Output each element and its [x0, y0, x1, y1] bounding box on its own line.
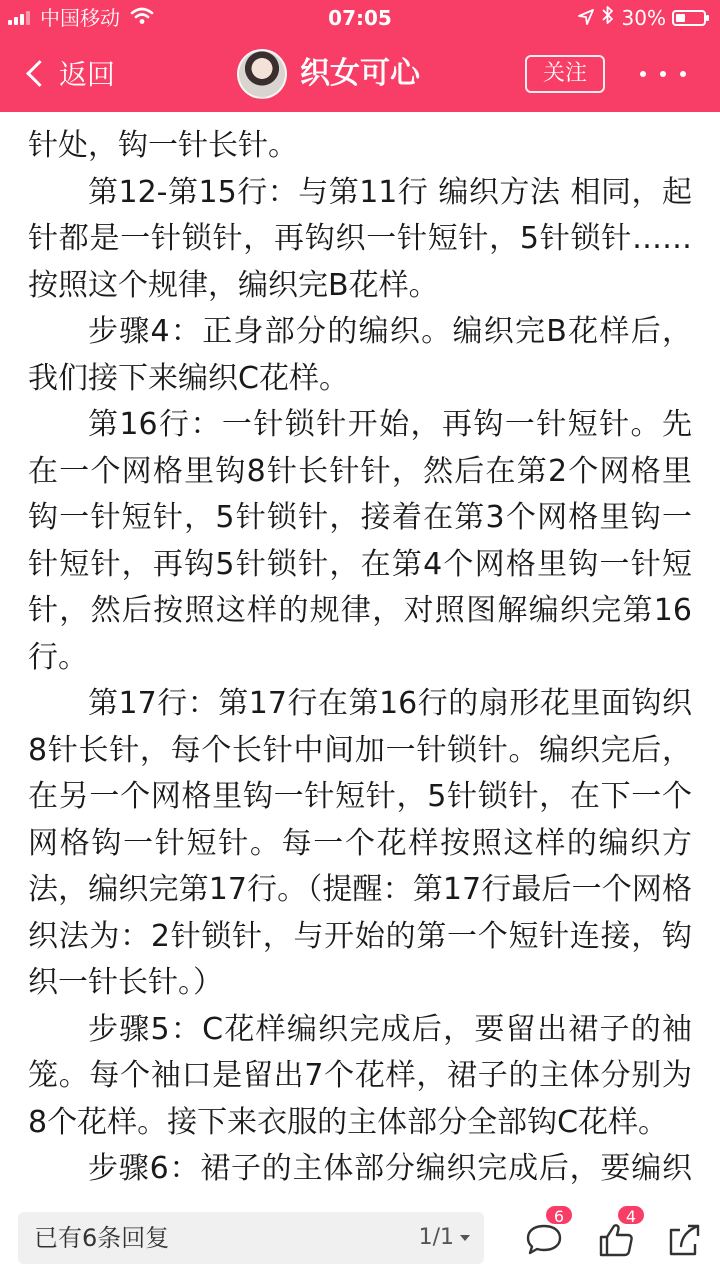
status-bar: [0, 0, 720, 36]
battery-percent: 30%: [621, 6, 666, 30]
page-indicator-label: 1/1: [418, 1225, 454, 1250]
location-arrow-icon: [578, 0, 594, 36]
author-name[interactable]: 织女可心: [300, 56, 420, 91]
follow-button[interactable]: 关注: [525, 55, 605, 93]
back-label: 返回: [59, 58, 116, 91]
bluetooth-icon: [602, 0, 614, 36]
nav-bar: [0, 36, 720, 112]
reply-summary: 已有6条回复: [34, 1224, 170, 1252]
article-paragraph: 步骤5：C花样编织完成后，要留出裙子的袖笼。每个袖口是留出7个花样，裙子的主体分别为8个花样。接下来衣服的主体部分全部钩C花样。: [28, 1011, 692, 1140]
clock: 07:05: [328, 6, 392, 30]
like-button[interactable]: [594, 1207, 644, 1264]
top-header: [0, 0, 720, 112]
more-options-icon[interactable]: [640, 58, 686, 90]
bottom-bar: [0, 1198, 720, 1280]
article-paragraph: 第16行：一针锁针开始，再钩一针短针。先在一个网格里钩8针长针针，然后在第2个网格里钩一针短针，5针锁针，接着在第3个网格里钩一针短针，再钩5针锁针，在第4个网格里钩一针短针，然后按照这样的规律，对照图解编织完第16行。: [28, 407, 692, 675]
author-avatar[interactable]: [237, 49, 287, 99]
share-icon: [664, 1220, 704, 1260]
article-paragraph: 步骤4：正身部分的编织。编织完B花样后，我们接下来编织C花样。: [28, 314, 692, 396]
article-paragraph: 步骤6：裙子的主体部分编织完成后，要编织: [88, 1151, 692, 1186]
reply-summary-box[interactable]: [18, 1212, 484, 1264]
carrier-label: 中国移动: [40, 6, 120, 30]
comment-count-badge: 6: [544, 1204, 574, 1226]
article-paragraph: 第17行：第17行在第16行的扇形花里面钩织8针长针，每个长针中间加一针锁针。编织完后，在另一个网格里钩一针短针，5针锁针，在下一个网格钩一针短针。每一个花样按照这样的编织方法，编织完第17行。（提醒：第17行最后一个网格织法为：2针锁针，与开始的第一个短针连接，钩织一针长针。）: [28, 686, 692, 1000]
article-body: [0, 112, 720, 1198]
chevron-down-icon: [460, 1235, 470, 1241]
comment-button[interactable]: [520, 1207, 570, 1264]
like-count-badge: 4: [616, 1204, 646, 1226]
page-indicator[interactable]: [419, 1212, 470, 1264]
article-paragraph: 针处，钩一针长针。: [28, 128, 298, 163]
battery-icon: [672, 10, 706, 26]
share-button[interactable]: [664, 1212, 714, 1264]
back-button[interactable]: [22, 52, 115, 94]
status-right: [570, 0, 706, 36]
chevron-left-icon: [26, 60, 53, 87]
article-paragraph: 第12-第15行：与第11行 编织方法 相同，起针都是一针锁针，再钩织一针短针，5针锁针……按照这个规律，编织完B花样。: [28, 174, 692, 303]
